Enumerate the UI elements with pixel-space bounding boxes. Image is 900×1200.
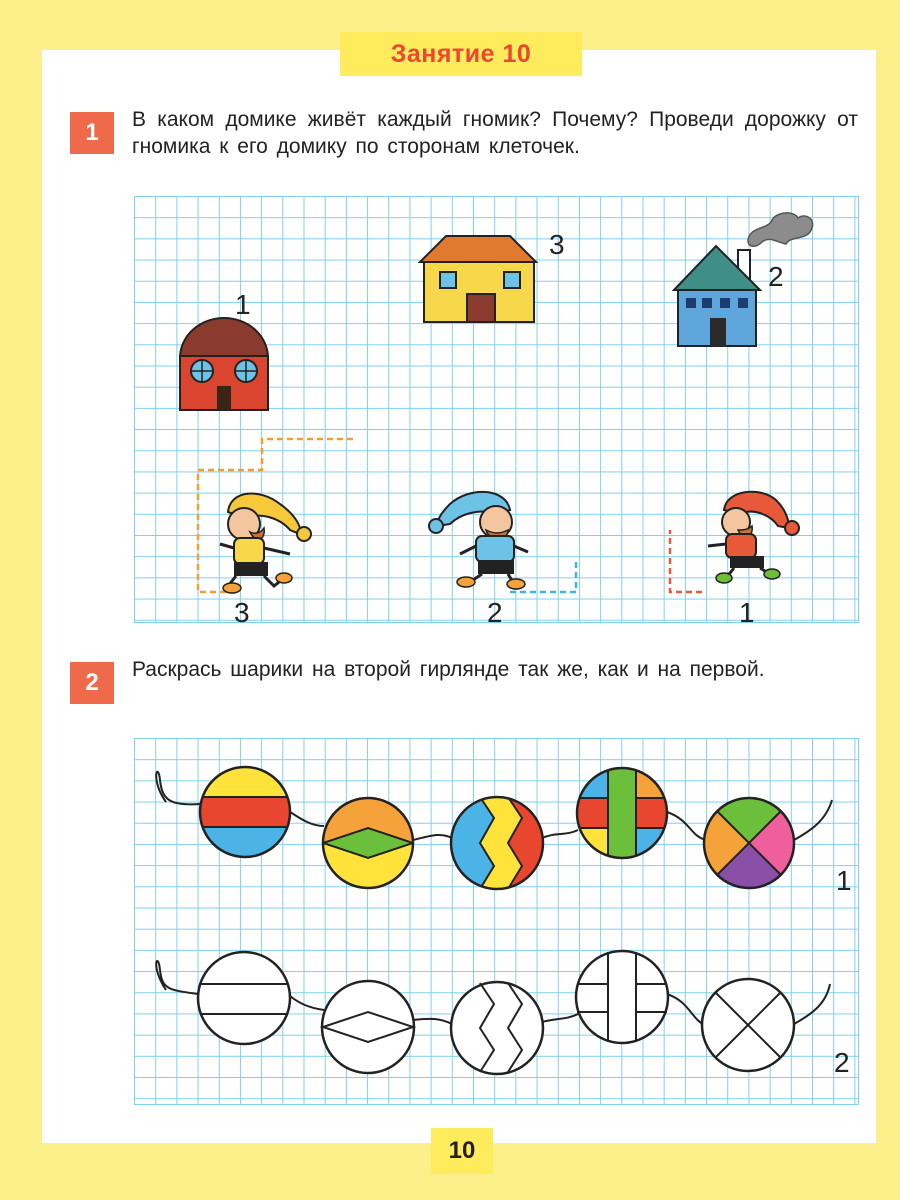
garland-2-ball-3[interactable] xyxy=(451,982,543,1074)
garland-2-ball-2[interactable] xyxy=(322,981,414,1073)
gnome-3-yellow[interactable] xyxy=(220,494,311,593)
garland-2-ball-5[interactable] xyxy=(702,979,794,1071)
garland-2-ball-1[interactable] xyxy=(198,952,290,1044)
task1-instruction: В каком домике живёт каждый гномик? Почему? Проведи дорожку от гномика к его домику по сторонам клеточек. xyxy=(132,108,858,158)
garland-label-2: 2 xyxy=(834,1047,850,1078)
gnome-2-blue[interactable] xyxy=(429,492,528,589)
gnome-1-red[interactable] xyxy=(708,492,799,583)
gnome-label-2: 2 xyxy=(487,597,503,628)
house-2-blue[interactable] xyxy=(674,213,813,346)
task2-instruction: Раскрась шарики на второй гирлянде так же, как и на первой. xyxy=(132,658,765,681)
page-number: 10 xyxy=(431,1128,493,1174)
gnome-1-path-start xyxy=(670,530,702,592)
lesson-title: Занятие 10 xyxy=(390,39,532,68)
house-1-red[interactable] xyxy=(180,318,268,410)
gnome-label-3: 3 xyxy=(234,597,250,628)
house-label-2: 2 xyxy=(768,261,784,292)
garland-2-ball-4[interactable] xyxy=(576,951,668,1043)
task2-number-badge: 2 xyxy=(70,662,114,704)
house-label-3: 3 xyxy=(549,229,565,260)
task1-number-badge: 1 xyxy=(70,112,114,154)
house-3-yellow[interactable] xyxy=(420,236,536,322)
house-label-1: 1 xyxy=(235,289,251,320)
garland-label-1: 1 xyxy=(836,865,852,896)
gnome-label-1: 1 xyxy=(739,597,755,628)
